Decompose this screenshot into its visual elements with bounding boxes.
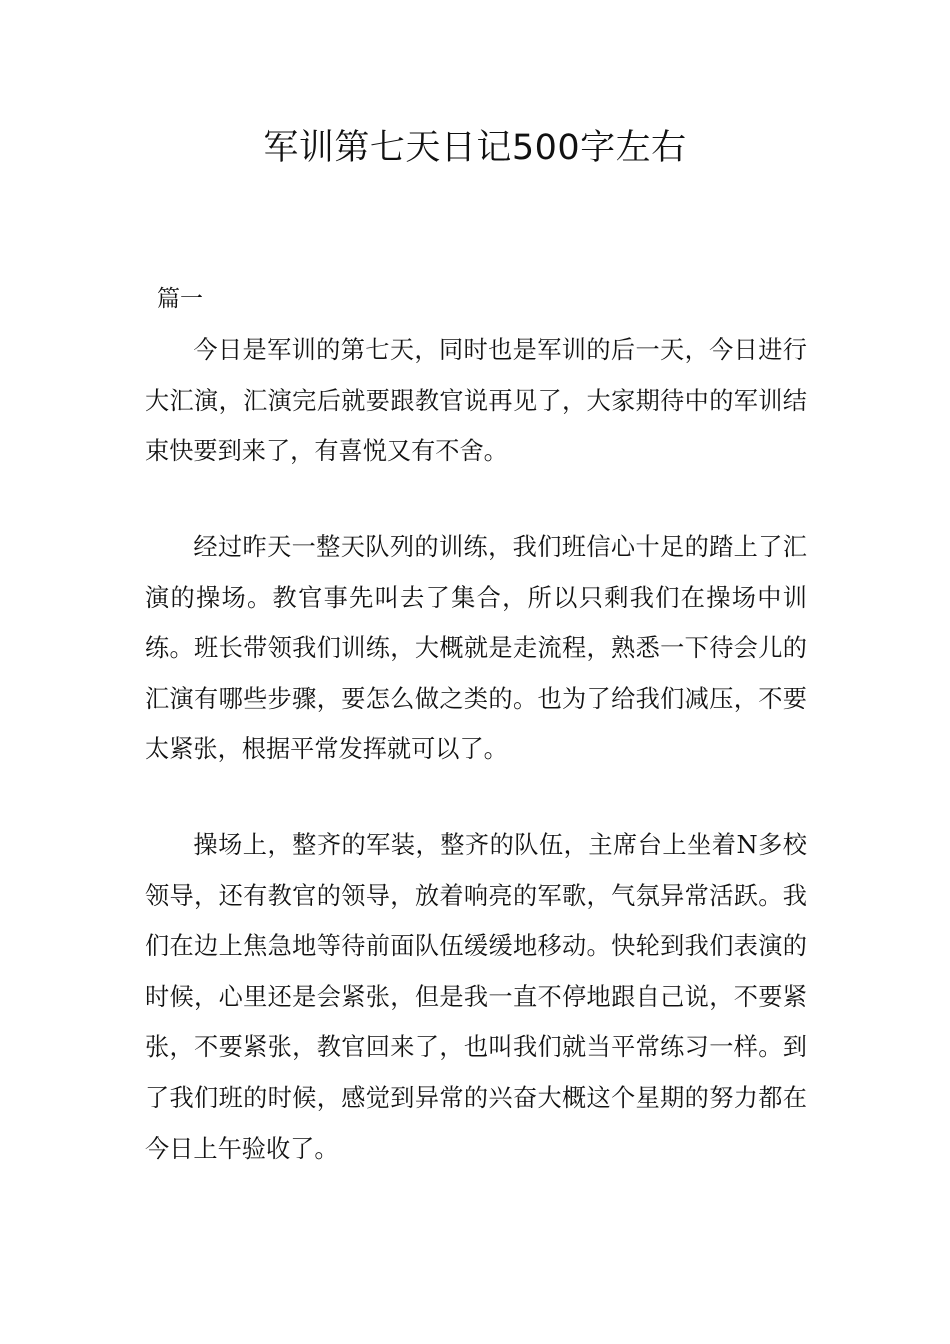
paragraph-1: 今日是军训的第七天，同时也是军训的后一天，今日进行大汇演，汇演完后就要跟教官说再见了，大家期待中的军训结束快要到来了，有喜悦又有不舍。 bbox=[145, 336, 807, 466]
paragraph-2: 经过昨天一整天队列的训练，我们班信心十足的踏上了汇演的操场。教官事先叫去了集合，所以只剩我们在操场中训练。班长带领我们训练，大概就是走流程，熟悉一下待会儿的汇演有哪些步骤，要怎么做之类的。也为了给我们减压，不要太紧张，根据平常发挥就可以了。 bbox=[145, 533, 807, 764]
section-label: 篇一 bbox=[157, 286, 203, 312]
paragraph-3: 操场上，整齐的军装，整齐的队伍，主席台上坐着N多校领导，还有教官的领导，放着响亮的军歌，气氛异常活跃。我们在边上焦急地等待前面队伍缓缓地移动。快轮到我们表演的时候，心里还是会紧张，但是我一直不停地跟自己说，不要紧张，不要紧张，教官回来了，也叫我们就当平常练习一样。到了我们班的时候，感觉到异常的兴奋大概这个星期的努力都在今日上午验收了。 bbox=[145, 831, 807, 1163]
document-title: 军训第七天日记500字左右 bbox=[263, 128, 687, 168]
